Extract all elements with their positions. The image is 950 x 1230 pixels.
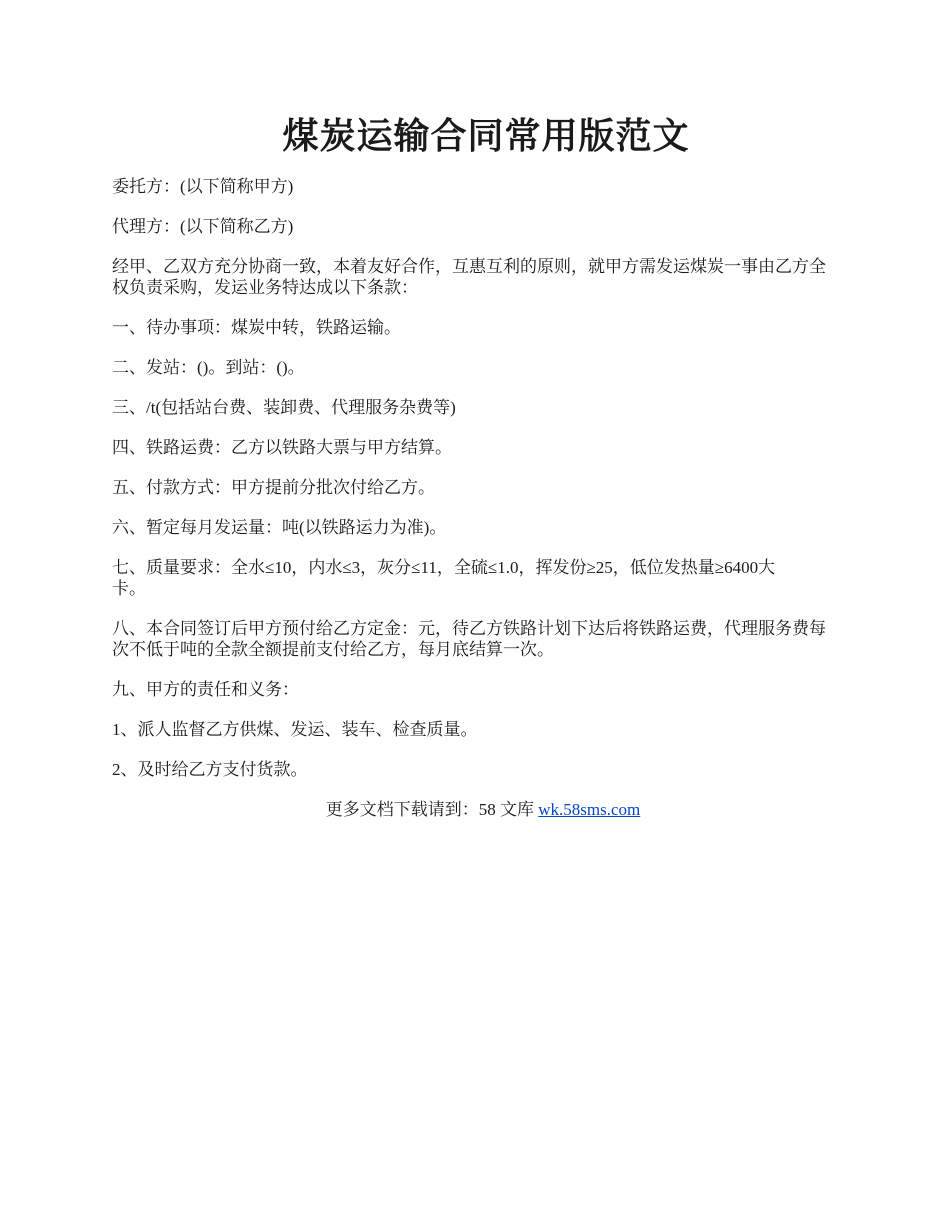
paragraph-clause-5: 五、付款方式：甲方提前分批次付给乙方。 (112, 478, 435, 497)
footer-download-note (112, 799, 840, 820)
document-title: 煤炭运输合同常用版范文 (282, 116, 690, 156)
paragraph-clause-8: 八、本合同签订后甲方预付给乙方定金：元，待乙方铁路计划下达后将铁路运费，代理服务费每次不低于吨的全款全额提前支付给乙方，每月底结算一次。 (112, 619, 826, 659)
paragraph-duty-1: 1、派人监督乙方供煤、发运、装车、检查质量。 (112, 720, 478, 739)
paragraph-clause-3: 三、/t(包括站台费、装卸费、代理服务杂费等) (112, 398, 456, 417)
paragraph-principal: 委托方：(以下简称甲方) (112, 177, 294, 196)
paragraph-clause-4: 四、铁路运费：乙方以铁路大票与甲方结算。 (112, 438, 452, 457)
paragraph-duty-2: 2、及时给乙方支付货款。 (112, 760, 308, 779)
paragraph-preamble: 经甲、乙双方充分协商一致，本着友好合作，互惠互利的原则，就甲方需发运煤炭一事由乙方全权负责采购，发运业务特达成以下条款： (112, 257, 826, 297)
paragraph-clause-7: 七、质量要求：全水≤10，内水≤3，灰分≤11，全硫≤1.0，挥发份≥25，低位发热量≥6400大卡。 (112, 558, 776, 598)
paragraph-clause-1: 一、待办事项：煤炭中转，铁路运输。 (112, 318, 401, 337)
paragraph-agent: 代理方：(以下简称乙方) (112, 217, 294, 236)
footer-prefix: 更多文档下载请到：58 文库 (325, 800, 539, 819)
paragraph-clause-2: 二、发站：()。到站：()。 (112, 358, 305, 377)
document-page (112, 108, 840, 820)
paragraph-clause-6: 六、暂定每月发运量：吨(以铁路运力为准)。 (112, 518, 447, 537)
footer-link[interactable]: wk.58sms.com (538, 800, 641, 819)
paragraph-clause-9: 九、甲方的责任和义务： (112, 680, 299, 699)
